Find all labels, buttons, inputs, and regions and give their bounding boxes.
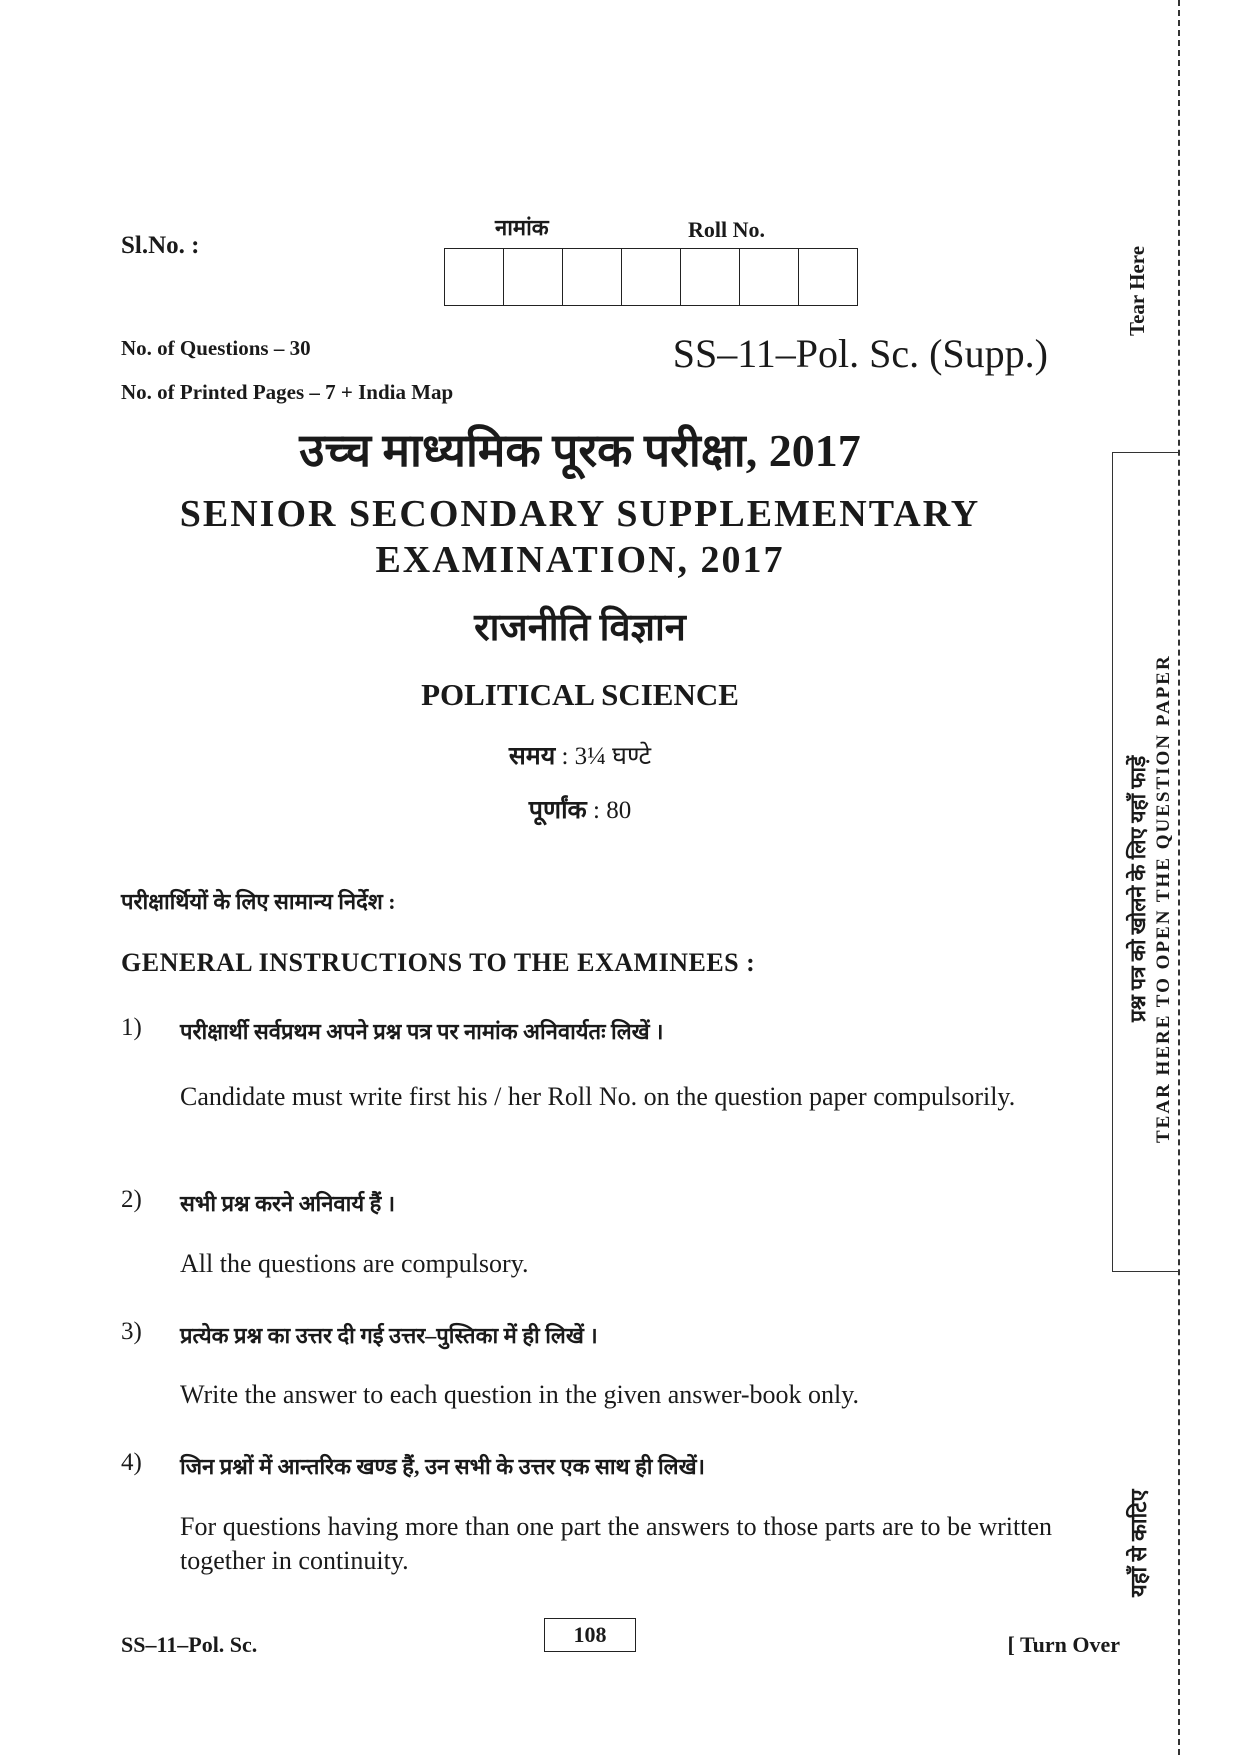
instruction-text: Candidate must write first his / her Roll No. on the question paper compulsorily.	[180, 1082, 1016, 1111]
instructions-heading: GENERAL INSTRUCTIONS TO THE EXAMINEES :	[121, 948, 756, 977]
tear-instruction-hindi: प्रश्न पत्र को खोलने के लिए यहाँ फाड़ें	[1126, 755, 1150, 1022]
number-of-pages: No. of Printed Pages – 7 + India Map	[121, 380, 454, 404]
roll-number-box	[504, 249, 563, 305]
roll-number-box	[681, 249, 740, 305]
instruction-number: 4)	[121, 1449, 142, 1476]
instruction-text-hindi: सभी प्रश्न करने अनिवार्य हैं ।	[180, 1191, 396, 1216]
roll-number-box	[622, 249, 681, 305]
maximum-marks	[0, 792, 1160, 826]
roll-number-boxes	[444, 248, 858, 306]
instruction-text: For questions having more than one part the answers to those parts are to be written together in continuity.	[180, 1512, 1052, 1575]
instruction-text-hindi: प्रत्येक प्रश्न का उत्तर दी गई उत्तर–पुस्तिका में ही लिखें ।	[180, 1323, 598, 1348]
exam-title-line-1: SENIOR SECONDARY SUPPLEMENTARY	[179, 493, 981, 535]
cut-here-label: यहाँ से काटिए	[1126, 1489, 1151, 1597]
exam-title-hindi: उच्च माध्यमिक पूरक परीक्षा, 2017	[299, 425, 861, 476]
instruction-number: 2)	[121, 1186, 142, 1213]
marks-label: पूर्णांक	[528, 797, 587, 824]
instruction-text: Write the answer to each question in the given answer-book only.	[180, 1380, 860, 1409]
time-allowed	[0, 738, 1160, 772]
time-label: समय	[508, 743, 556, 770]
roll-number-box	[445, 249, 504, 305]
instruction-text-hindi: परीक्षार्थी सर्वप्रथम अपने प्रश्न पत्र पर नामांक अनिवार्यतः लिखें ।	[180, 1019, 664, 1044]
time-value: : 3¼ घण्टे	[561, 743, 652, 770]
marks-value: : 80	[593, 797, 632, 824]
number-of-questions: No. of Questions – 30	[121, 336, 311, 360]
instructions-heading-hindi: परीक्षार्थियों के लिए सामान्य निर्देश :	[121, 889, 396, 914]
roll-number-label: Roll No.	[688, 217, 765, 242]
paper-code: SS–11–Pol. Sc. (Supp.)	[672, 331, 1048, 376]
subject-title-hindi: राजनीति विज्ञान	[474, 607, 686, 649]
turn-over-label: [ Turn Over	[1007, 1632, 1120, 1657]
instruction-number: 1)	[121, 1014, 142, 1041]
subject-title: POLITICAL SCIENCE	[421, 677, 739, 712]
serial-number-label: Sl.No. :	[121, 232, 200, 259]
page-number: 108	[544, 1618, 636, 1652]
exam-title-line-2: EXAMINATION, 2017	[375, 539, 785, 581]
tear-here-label: Tear Here	[1125, 245, 1149, 336]
roll-number-label-hindi: नामांक	[495, 215, 549, 240]
roll-number-box	[563, 249, 622, 305]
footer-paper-code: SS–11–Pol. Sc.	[121, 1632, 258, 1657]
roll-number-box	[740, 249, 799, 305]
roll-number-box	[799, 249, 857, 305]
instruction-text-hindi: जिन प्रश्नों में आन्तरिक खण्ड हैं, उन सभी के उत्तर एक साथ ही लिखें।	[180, 1454, 705, 1479]
tear-instruction: TEAR HERE TO OPEN THE QUESTION PAPER	[1153, 654, 1174, 1143]
instruction-text: All the questions are compulsory.	[180, 1249, 529, 1278]
instruction-number: 3)	[121, 1318, 142, 1345]
